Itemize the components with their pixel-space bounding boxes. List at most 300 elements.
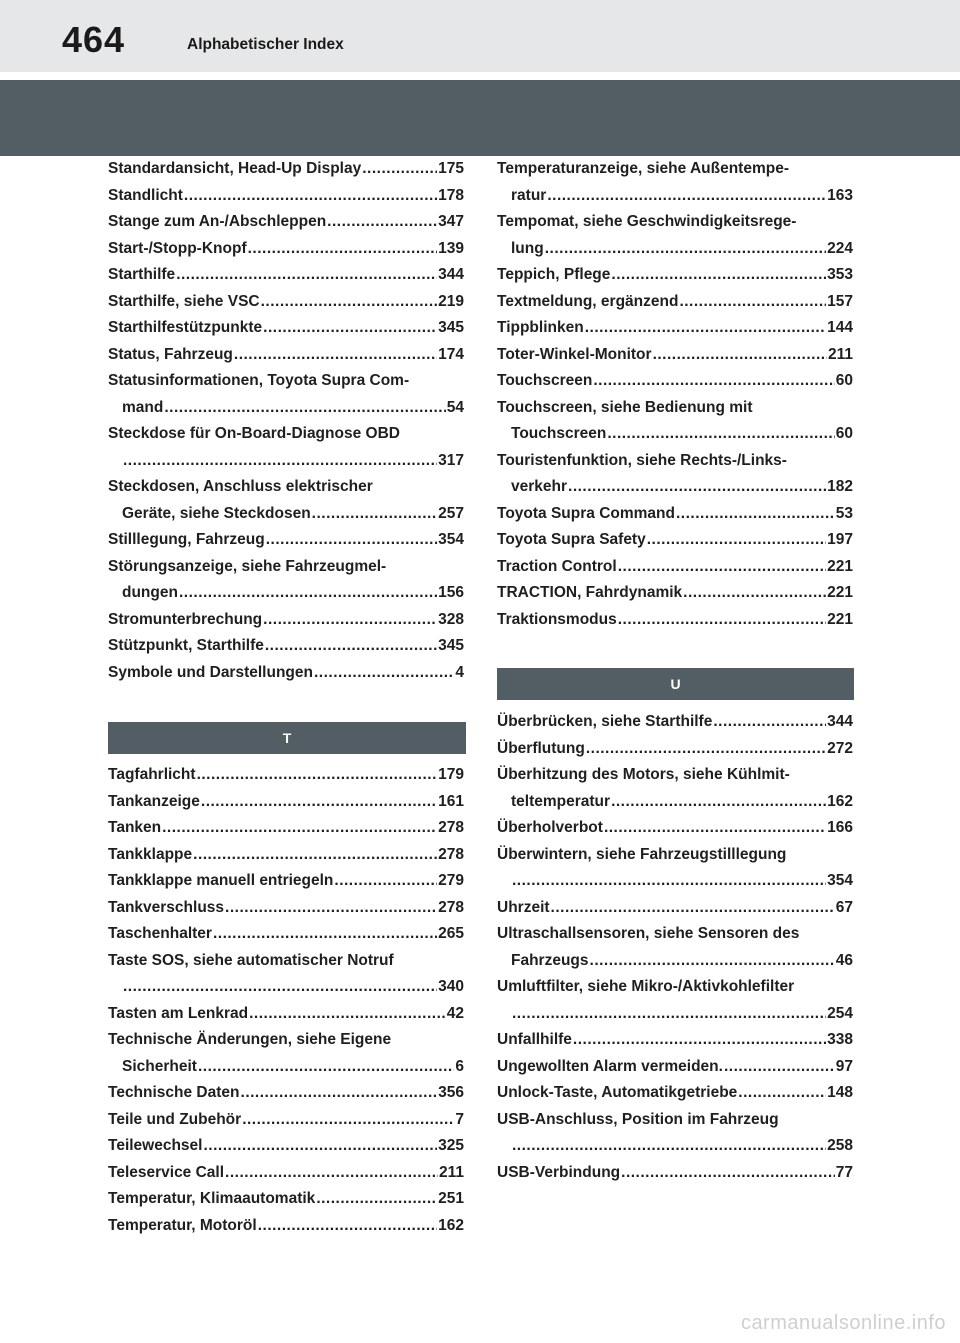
- index-entry-line: [108, 660, 464, 687]
- index-entry-page[interactable]: 278: [438, 819, 464, 836]
- index-entry[interactable]: [108, 368, 464, 421]
- index-entry-label: Toyota Supra Command: [497, 504, 675, 522]
- index-entry-page[interactable]: 60: [835, 372, 853, 389]
- index-entry-label: Temperaturanzeige, siehe Außentempe-: [497, 160, 789, 177]
- index-entry-line: [108, 236, 464, 263]
- index-entry[interactable]: [497, 607, 853, 634]
- index-entry-page[interactable]: 257: [438, 504, 464, 522]
- index-entry-label: Touchscreen: [511, 425, 607, 442]
- leader-dots: [198, 1054, 454, 1081]
- index-entry-page[interactable]: 345: [438, 319, 464, 336]
- index-entry[interactable]: [108, 1213, 464, 1240]
- index-entry-label: Taste SOS, siehe automatischer Notruf: [108, 951, 394, 969]
- index-entry-page[interactable]: 325: [438, 1137, 464, 1154]
- index-entry-line: [497, 236, 853, 263]
- index-entry[interactable]: [497, 974, 853, 1027]
- index-entry-page[interactable]: 354: [438, 531, 464, 548]
- index-entry[interactable]: [108, 421, 464, 474]
- index-entry[interactable]: [497, 736, 853, 763]
- index-entry[interactable]: [108, 289, 464, 316]
- leader-dots: [611, 789, 826, 816]
- leader-dots: [676, 501, 835, 528]
- index-entry-label: Tasten am Lenkrad: [108, 1004, 249, 1022]
- index-entry-line: [108, 974, 464, 1001]
- index-entry-line: [108, 527, 464, 554]
- index-entry[interactable]: [497, 368, 853, 395]
- leader-dots: [193, 842, 437, 869]
- index-entry[interactable]: [497, 1054, 853, 1081]
- leader-dots: [164, 395, 445, 422]
- index-entry-line: [497, 1133, 853, 1160]
- index-entry-label: Start-/Stopp-Knopf: [108, 239, 247, 257]
- index-entry[interactable]: [108, 262, 464, 289]
- index-entry[interactable]: [108, 1107, 464, 1134]
- index-entry[interactable]: [108, 895, 464, 922]
- index-entry-page[interactable]: 328: [438, 610, 464, 628]
- index-entry-label: Tankklappe manuell entriegeln: [108, 872, 334, 889]
- index-entry-page[interactable]: 221: [827, 584, 853, 601]
- index-entry-page[interactable]: 279: [438, 872, 464, 889]
- index-entry-label: Umluftfilter, siehe Mikro-/Aktivkohlefilter: [497, 978, 795, 995]
- index-entry-page[interactable]: 54: [446, 398, 464, 416]
- index-entry-label: Fahrzeugs: [511, 951, 589, 969]
- index-entry-page[interactable]: 278: [438, 898, 464, 916]
- leader-dots: [263, 315, 437, 342]
- index-entry-page[interactable]: 347: [438, 213, 464, 230]
- index-entry-page[interactable]: 345: [438, 637, 464, 654]
- leader-dots: [176, 262, 437, 289]
- index-entry[interactable]: [108, 762, 464, 789]
- index-entry[interactable]: [108, 1001, 464, 1028]
- leader-dots: [201, 789, 437, 816]
- index-entry[interactable]: [497, 580, 853, 607]
- index-entry-line: [497, 289, 853, 316]
- index-entry[interactable]: [108, 633, 464, 660]
- index-entry-label: mand: [122, 398, 164, 416]
- index-entry-label: Standlicht: [108, 186, 183, 204]
- index-entry-page[interactable]: 182: [827, 478, 853, 495]
- index-entry-label: Toter-Winkel-Monitor: [497, 345, 652, 363]
- index-entry-line: [497, 474, 853, 501]
- index-entry-page[interactable]: 251: [438, 1190, 464, 1207]
- index-entry-label: Technische Änderungen, siehe Eigene: [108, 1031, 392, 1048]
- leader-dots: [547, 183, 826, 210]
- index-entry-label: Taschenhalter: [108, 925, 212, 942]
- index-entry[interactable]: [108, 1186, 464, 1213]
- leader-dots: [683, 580, 826, 607]
- index-entry-page[interactable]: 175: [438, 160, 464, 177]
- index-entry-label: Stange zum An-/Abschleppen: [108, 213, 327, 230]
- index-entry-label: Tagfahrlicht: [108, 766, 196, 783]
- leader-dots: [590, 948, 835, 975]
- index-entry[interactable]: [497, 815, 853, 842]
- index-entry-page[interactable]: 197: [827, 531, 853, 548]
- leader-dots: [512, 1133, 826, 1160]
- index-entry-label: Tanken: [108, 819, 162, 836]
- index-entry-label: Technische Daten: [108, 1084, 240, 1101]
- index-entry-line: [108, 501, 464, 528]
- index-entry-page[interactable]: 344: [438, 266, 464, 283]
- index-entry-page[interactable]: 6: [455, 1057, 464, 1075]
- leader-dots: [362, 156, 437, 183]
- index-entry[interactable]: [108, 868, 464, 895]
- index-entry-line: [497, 1080, 853, 1107]
- index-entry-page[interactable]: 161: [438, 792, 464, 810]
- index-entry-label: Statusinformationen, Toyota Supra Com-: [108, 372, 410, 389]
- index-entry-page[interactable]: 156: [438, 584, 464, 601]
- index-entry-label: Tempomat, siehe Geschwindigkeitsrege-: [497, 213, 797, 230]
- leader-dots: [197, 762, 438, 789]
- leader-dots: [618, 607, 826, 634]
- leader-dots: [312, 501, 437, 528]
- index-entry-label: Traktionsmodus: [497, 610, 617, 628]
- leader-dots: [724, 1054, 835, 1081]
- index-entry-page[interactable]: 278: [438, 845, 464, 863]
- index-entry-page[interactable]: 317: [438, 451, 464, 469]
- leader-dots: [593, 368, 834, 395]
- index-entry-line: [497, 1054, 853, 1081]
- index-entry-line: [108, 1186, 464, 1213]
- index-entry[interactable]: [497, 1080, 853, 1107]
- index-entry-line: [497, 1027, 853, 1054]
- index-entry-page[interactable]: 144: [827, 319, 853, 336]
- index-entry[interactable]: [108, 789, 464, 816]
- index-entry[interactable]: [108, 209, 464, 236]
- leader-dots: [573, 1027, 826, 1054]
- index-entry-line: [497, 974, 853, 1001]
- index-entry[interactable]: [497, 209, 853, 262]
- index-entry-line: [108, 421, 464, 448]
- index-entry[interactable]: [108, 948, 464, 1001]
- index-entry-line: [497, 709, 853, 736]
- index-entry-page[interactable]: 67: [835, 898, 853, 916]
- leader-dots: [184, 183, 437, 210]
- index-entry-label: Stilllegung, Fahrzeug: [108, 531, 265, 548]
- index-entry-label: Toyota Supra Safety: [497, 531, 646, 548]
- index-entry-line: [497, 395, 853, 422]
- index-entry-line: [108, 1080, 464, 1107]
- index-entry-page[interactable]: 211: [827, 345, 853, 363]
- index-entry-page[interactable]: 211: [438, 1163, 464, 1181]
- index-entry-line: [497, 948, 853, 975]
- index-entry-label: USB-Verbindung: [497, 1163, 621, 1181]
- leader-dots: [162, 815, 437, 842]
- index-entry-page[interactable]: 353: [827, 266, 853, 283]
- leader-dots: [213, 921, 437, 948]
- index-entry-line: [108, 183, 464, 210]
- index-entry[interactable]: [108, 474, 464, 527]
- index-entry-line: [108, 895, 464, 922]
- index-entry[interactable]: [497, 895, 853, 922]
- index-entry-page[interactable]: 157: [827, 292, 853, 310]
- index-entry-page[interactable]: 162: [827, 792, 853, 810]
- index-entry-line: [108, 156, 464, 183]
- index-entry-line: [108, 368, 464, 395]
- index-entry-line: [497, 580, 853, 607]
- index-entry-line: [108, 633, 464, 660]
- index-entry-label: Teile und Zubehör: [108, 1110, 242, 1128]
- index-entry-label: Touchscreen, siehe Bedienung mit: [497, 398, 753, 416]
- index-entry-page[interactable]: 4: [455, 663, 464, 681]
- index-entry-page[interactable]: 265: [438, 925, 464, 942]
- leader-dots: [586, 736, 826, 763]
- index-entry-line: [108, 762, 464, 789]
- index-entry[interactable]: [108, 815, 464, 842]
- index-entry-line: [497, 1160, 853, 1187]
- index-entry-line: [108, 554, 464, 581]
- index-entry-label: teltemperatur: [511, 792, 611, 810]
- leader-dots: [123, 448, 437, 475]
- index-entry-line: [497, 868, 853, 895]
- leader-dots: [738, 1080, 826, 1107]
- section-title: Alphabetischer Index: [187, 36, 344, 53]
- index-entry-label: Störungsanzeige, siehe Fahrzeugmel-: [108, 557, 387, 575]
- index-entry-page[interactable]: 224: [827, 239, 853, 257]
- section-header-t: T: [108, 722, 466, 754]
- index-entry[interactable]: [108, 554, 464, 607]
- index-entry-line: [497, 501, 853, 528]
- index-entry[interactable]: [497, 1107, 853, 1160]
- index-entry-line: [497, 895, 853, 922]
- index-entry[interactable]: [108, 183, 464, 210]
- index-entry-line: [108, 1054, 464, 1081]
- index-entry-label: Ungewollten Alarm vermeiden.: [497, 1057, 723, 1075]
- leader-dots: [203, 1133, 437, 1160]
- index-entry[interactable]: [497, 448, 853, 501]
- index-entry-line: [108, 948, 464, 975]
- index-entry-page[interactable]: 219: [438, 292, 464, 310]
- index-entry-page[interactable]: 254: [827, 1004, 853, 1022]
- leader-dots: [265, 633, 437, 660]
- index-entry[interactable]: [497, 315, 853, 342]
- index-entry-label: Tankverschluss: [108, 898, 225, 916]
- leader-dots: [653, 342, 827, 369]
- index-entry-page[interactable]: 46: [835, 951, 853, 969]
- leader-dots: [261, 289, 438, 316]
- leader-dots: [248, 236, 438, 263]
- index-entry-line: [108, 474, 464, 501]
- index-entry-page[interactable]: 7: [455, 1110, 464, 1128]
- index-entry-line: [497, 183, 853, 210]
- index-entry-line: [497, 209, 853, 236]
- index-entry-label: Starthilfe: [108, 266, 176, 283]
- index-entry-line: [108, 1160, 464, 1187]
- index-entry-label: Status, Fahrzeug: [108, 345, 233, 363]
- leader-dots: [334, 868, 437, 895]
- index-entry-label: ratur: [511, 186, 547, 204]
- index-entry-line: [497, 1107, 853, 1134]
- index-entry[interactable]: [108, 342, 464, 369]
- index-entry[interactable]: [497, 1160, 853, 1187]
- index-entry-line: [497, 448, 853, 475]
- index-entry[interactable]: [497, 527, 853, 554]
- index-entry-label: Temperatur, Motoröl: [108, 1216, 257, 1234]
- leader-dots: [258, 1213, 437, 1240]
- leader-dots: [249, 1001, 446, 1028]
- index-entry-line: [497, 368, 853, 395]
- leader-dots: [234, 342, 437, 369]
- leader-dots: [604, 815, 826, 842]
- index-entry[interactable]: [108, 315, 464, 342]
- leader-dots: [225, 1160, 438, 1187]
- index-entry-page[interactable]: 340: [438, 978, 464, 995]
- index-entry-page[interactable]: 179: [438, 766, 464, 783]
- header-bar: [0, 0, 960, 72]
- index-entry[interactable]: [497, 262, 853, 289]
- index-entry-label: USB-Anschluss, Position im Fahrzeug: [497, 1110, 779, 1128]
- index-entry[interactable]: [497, 395, 853, 448]
- index-entry-page[interactable]: 42: [446, 1004, 464, 1022]
- index-entry[interactable]: [108, 236, 464, 263]
- index-entry-label: Ultraschallsensoren, siehe Sensoren des: [497, 925, 800, 942]
- index-entry-line: [108, 842, 464, 869]
- index-entry-label: Unlock-Taste, Automatikgetriebe: [497, 1084, 738, 1101]
- index-entry-label: Steckdosen, Anschluss elektrischer: [108, 478, 373, 495]
- index-entry-line: [108, 289, 464, 316]
- leader-dots: [621, 1160, 835, 1187]
- index-entry-line: [108, 209, 464, 236]
- leader-dots: [266, 527, 437, 554]
- index-entry-page[interactable]: 53: [835, 504, 853, 522]
- index-entry[interactable]: [497, 289, 853, 316]
- index-entry[interactable]: [497, 156, 853, 209]
- index-entry-line: [108, 1027, 464, 1054]
- leader-dots: [179, 580, 437, 607]
- leader-dots: [611, 262, 826, 289]
- index-entry[interactable]: [108, 607, 464, 634]
- index-entry-line: [108, 395, 464, 422]
- index-entry-line: [497, 421, 853, 448]
- index-entry-page[interactable]: 139: [438, 239, 464, 257]
- index-entry-label: Überbrücken, siehe Starthilfe: [497, 713, 713, 730]
- index-entry[interactable]: [108, 1027, 464, 1080]
- index-entry-label: Teleservice Call: [108, 1163, 225, 1181]
- index-entry-line: [497, 607, 853, 634]
- index-entry-label: Stützpunkt, Starthilfe: [108, 637, 264, 654]
- index-entry-line: [108, 580, 464, 607]
- index-entry-page[interactable]: 356: [438, 1084, 464, 1101]
- index-entry-page[interactable]: 272: [827, 739, 853, 757]
- index-entry[interactable]: [108, 156, 464, 183]
- index-entry-page[interactable]: 221: [827, 610, 853, 628]
- index-entry-label: Überholverbot: [497, 819, 603, 836]
- index-entry[interactable]: [108, 527, 464, 554]
- index-entry-line: [108, 1001, 464, 1028]
- leader-dots: [568, 474, 826, 501]
- index-entry[interactable]: [497, 709, 853, 736]
- header-banner: [0, 80, 960, 156]
- index-entry-label: dungen: [122, 584, 178, 601]
- index-entry-page[interactable]: 354: [827, 872, 853, 889]
- watermark: carmanualsonline.info: [740, 1312, 946, 1334]
- leader-dots: [327, 209, 437, 236]
- index-entry-page[interactable]: 166: [827, 819, 853, 836]
- index-entry-label: Temperatur, Klimaautomatik: [108, 1190, 316, 1207]
- index-entry-page[interactable]: 174: [438, 345, 464, 363]
- index-entry-label: verkehr: [511, 478, 568, 495]
- page-number: 464: [62, 19, 126, 60]
- index-entry-page[interactable]: 344: [827, 713, 853, 730]
- index-entry[interactable]: [497, 921, 853, 974]
- leader-dots: [713, 709, 826, 736]
- index-entry-page[interactable]: 162: [438, 1216, 464, 1234]
- index-entry[interactable]: [497, 554, 853, 581]
- index-entry[interactable]: [497, 342, 853, 369]
- index-entry-label: Uhrzeit: [497, 898, 550, 916]
- index-entry-page[interactable]: 338: [827, 1031, 853, 1048]
- index-entry-label: Tankklappe: [108, 845, 193, 863]
- leader-dots: [512, 868, 826, 895]
- leader-dots: [316, 1186, 437, 1213]
- index-entry[interactable]: [108, 1133, 464, 1160]
- index-entry[interactable]: [108, 842, 464, 869]
- index-entry-page[interactable]: 60: [835, 425, 853, 442]
- index-entry-page[interactable]: 97: [835, 1057, 853, 1075]
- index-entry-label: Touristenfunktion, siehe Rechts-/Links-: [497, 451, 787, 469]
- leader-dots: [263, 607, 437, 634]
- index-entry-line: [497, 736, 853, 763]
- index-entry[interactable]: [108, 921, 464, 948]
- index-entry-line: [497, 762, 853, 789]
- index-entry-line: [108, 815, 464, 842]
- index-entry-page[interactable]: 221: [827, 557, 853, 575]
- index-entry-line: [108, 1133, 464, 1160]
- index-entry-label: Starthilfestützpunkte: [108, 319, 263, 336]
- index-entry-line: [108, 868, 464, 895]
- index-entry-page[interactable]: 77: [835, 1163, 853, 1181]
- index-entry-label: Textmeldung, ergänzend: [497, 292, 679, 310]
- index-entry-line: [108, 448, 464, 475]
- index-entry-label: Steckdose für On-Board-Diagnose OBD: [108, 425, 400, 442]
- index-entry-page[interactable]: 163: [827, 186, 853, 204]
- index-entry-line: [108, 262, 464, 289]
- index-entry-page[interactable]: 258: [827, 1137, 853, 1154]
- index-entry-label: lung: [511, 239, 544, 257]
- index-entry-label: Standardansicht, Head-Up Display: [108, 160, 362, 177]
- index-entry[interactable]: [108, 660, 464, 687]
- index-entry-line: [108, 921, 464, 948]
- index-entry-label: Teilewechsel: [108, 1137, 203, 1154]
- index-entry[interactable]: [497, 762, 853, 815]
- index-entry-page[interactable]: 148: [827, 1084, 853, 1101]
- index-entry[interactable]: [108, 1080, 464, 1107]
- index-entry[interactable]: [497, 501, 853, 528]
- index-entry-line: [108, 607, 464, 634]
- index-entry[interactable]: [497, 842, 853, 895]
- index-entry-label: Touchscreen: [497, 372, 593, 389]
- leader-dots: [123, 974, 437, 1001]
- index-entry-line: [497, 156, 853, 183]
- section-header-u: U: [497, 668, 854, 700]
- leader-dots: [607, 421, 834, 448]
- index-entry-label: Tankanzeige: [108, 792, 200, 810]
- index-entry-line: [497, 921, 853, 948]
- index-entry-label: Stromunterbrechung: [108, 610, 263, 628]
- index-entry-line: [108, 1107, 464, 1134]
- index-entry-line: [497, 789, 853, 816]
- index-entry-page[interactable]: 178: [438, 186, 464, 204]
- index-entry-line: [108, 1213, 464, 1240]
- index-entry-label: Sicherheit: [122, 1057, 197, 1075]
- index-entry-label: TRACTION, Fahrdynamik: [497, 584, 683, 601]
- index-entry-label: Tippblinken: [497, 319, 584, 336]
- index-entry-line: [497, 1001, 853, 1028]
- index-entry-line: [497, 262, 853, 289]
- leader-dots: [618, 554, 826, 581]
- index-entry[interactable]: [497, 1027, 853, 1054]
- index-entry[interactable]: [108, 1160, 464, 1187]
- index-entry-line: [497, 842, 853, 869]
